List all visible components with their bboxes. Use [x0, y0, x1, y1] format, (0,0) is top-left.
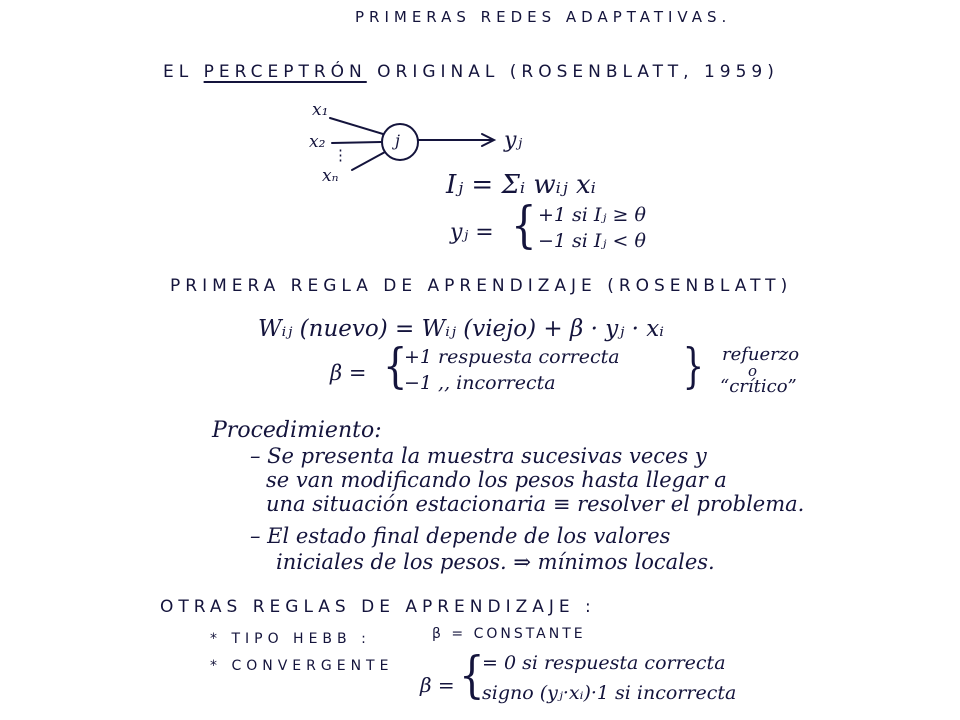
input-line-1	[330, 118, 383, 134]
output-case-positive: +1 si Iⱼ ≥ θ	[538, 204, 646, 226]
beta-brace: {	[383, 338, 408, 394]
output-brace: {	[511, 196, 537, 254]
convergent-lhs: β =	[420, 673, 455, 697]
convergent-case-incorrect: signo (yⱼ·xᵢ)·1 si incorrecta	[482, 682, 737, 704]
page-title: PRIMERAS REDES ADAPTATIVAS.	[355, 8, 732, 26]
hebb-value: β = CONSTANTE	[432, 626, 586, 642]
input-xn: xₙ	[322, 166, 339, 186]
input-line-n	[352, 152, 385, 170]
output-label: yⱼ	[504, 128, 523, 153]
heading-perceptron: PERCEPTRÓN	[203, 62, 367, 82]
convergent-brace: {	[459, 646, 485, 704]
procedure-line-3: una situación estacionaria ≡ resolver el problema.	[266, 492, 805, 516]
side-note-or: o	[748, 362, 758, 380]
procedure-line-4: – El estado final depende de los valores	[250, 524, 671, 548]
heading-prefix: EL	[163, 62, 194, 82]
beta-case-correct: +1 respuesta correcta	[404, 346, 620, 368]
beta-lhs: β =	[330, 361, 367, 385]
procedure-line-1: – Se presenta la muestra sucesivas veces y	[250, 444, 707, 468]
side-note-refuerzo: refuerzo	[722, 344, 800, 365]
convergent-label: * CONVERGENTE	[210, 658, 394, 674]
input-x2: x₂	[309, 132, 326, 152]
convergent-case-correct: = 0 si respuesta correcta	[482, 652, 726, 674]
procedure-label: Procedimiento:	[212, 418, 382, 443]
hebb-label: * TIPO HEBB :	[210, 631, 371, 647]
beta-right-brace: }	[682, 338, 704, 394]
output-case-negative: −1 si Iⱼ < θ	[538, 230, 646, 252]
other-rules-heading: OTRAS REGLAS DE APRENDIZAJE :	[160, 597, 596, 617]
procedure-line-5: iniciales de los pesos. ⇒ mínimos locales.	[276, 550, 715, 574]
neuron-node	[382, 124, 418, 160]
neuron-label: j	[395, 131, 400, 150]
beta-case-incorrect: −1 ,, incorrecta	[404, 372, 556, 394]
update-rule-formula: Wᵢⱼ (nuevo) = Wᵢⱼ (viejo) + β · yⱼ · xᵢ	[258, 316, 664, 342]
rule-heading: PRIMERA REGLA DE APRENDIZAJE (ROSENBLATT)	[170, 276, 793, 296]
activation-formula: Iⱼ = Σᵢ wᵢⱼ xᵢ	[446, 170, 596, 200]
output-formula-lhs: yⱼ =	[450, 220, 494, 245]
input-line-2	[332, 142, 381, 143]
heading-suffix: ORIGINAL (ROSENBLATT, 1959)	[377, 62, 779, 82]
input-dots: ⋮	[333, 146, 348, 164]
procedure-line-2: se van modificando los pesos hasta llegar a	[266, 468, 727, 492]
side-note-critico: “crítico”	[720, 376, 797, 397]
input-x1: x₁	[312, 100, 329, 120]
